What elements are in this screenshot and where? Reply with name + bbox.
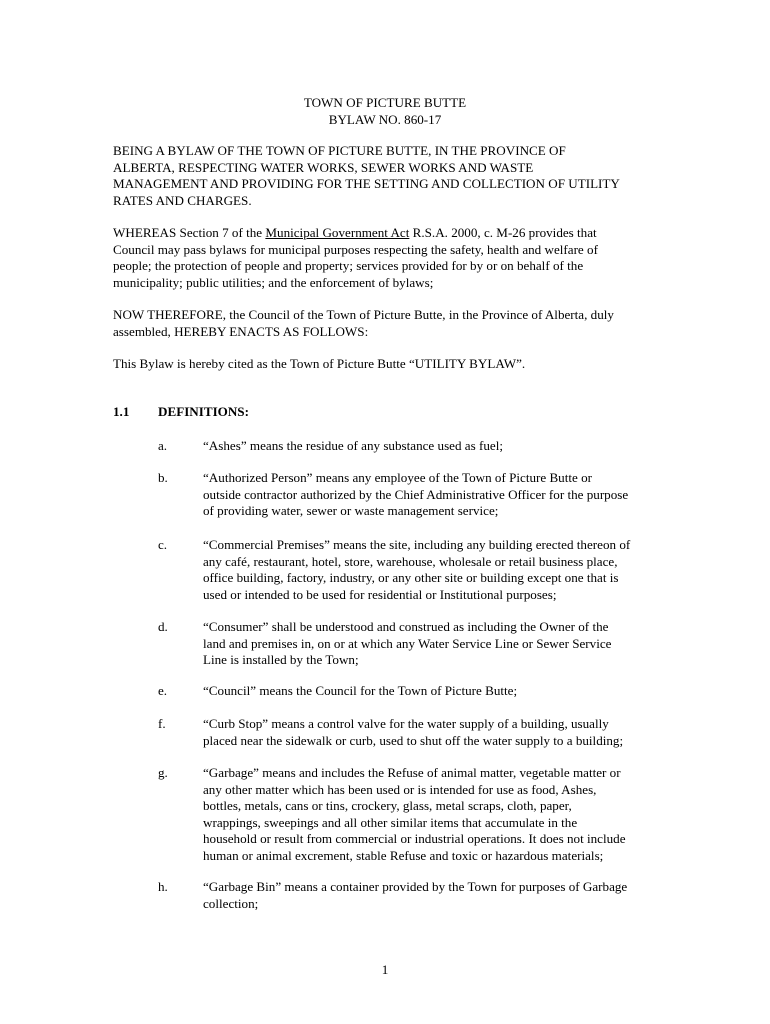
definition-text [203, 683, 658, 700]
definition-letter: h. [158, 879, 168, 894]
definition-line: placed near the sidewalk or curb, used to shut off the water supply to a building; [203, 732, 624, 748]
definition-line: “Council” means the Council for the Town of Picture Butte; [203, 683, 518, 698]
definition-line: “Garbage Bin” means a container provided by the Town for purposes of Garbage [203, 879, 628, 894]
definition-letter: b. [158, 470, 168, 485]
definition-letter: f. [158, 716, 166, 731]
preamble-line: MANAGEMENT AND PROVIDING FOR THE SETTING AND COLLECTION OF UTILITY [113, 176, 620, 192]
definition-line: outside contractor authorized by the Chief Administrative Officer for the purpose [203, 486, 629, 502]
definition-letter: g. [158, 765, 168, 780]
definition-text [203, 537, 658, 603]
page-number: 1 [381, 962, 389, 977]
definition-letter: a. [158, 438, 168, 453]
definition-line: “Authorized Person” means any employee of the Town of Picture Butte or [203, 470, 593, 485]
definition-line: “Curb Stop” means a control valve for the water supply of a building, usually [203, 716, 609, 731]
now-therefore-paragraph [113, 307, 657, 340]
now-therefore-line: assembled, HEREBY ENACTS AS FOLLOWS: [113, 323, 369, 339]
whereas-line [113, 225, 657, 242]
definition-line: office building, factory, industry, or any other site or building except one that is [203, 570, 619, 586]
section-title: DEFINITIONS: [158, 404, 249, 419]
definition-line: land and premises in, on or at which any Water Service Line or Sewer Service [203, 635, 612, 651]
whereas-line: municipality; public utilities; and the enforcement of bylaws; [113, 274, 434, 290]
title-town: TOWN OF PICTURE BUTTE [303, 95, 467, 110]
definition-line: “Consumer” shall be understood and construed as including the Owner of the [203, 619, 609, 634]
section-number: 1.1 [113, 404, 130, 419]
whereas-prefix: WHEREAS Section 7 of the [113, 225, 266, 240]
whereas-line1-rest: R.S.A. 2000, c. M-26 provides that [409, 225, 597, 240]
definition-line: “Commercial Premises” means the site, including any building erected thereon of [203, 537, 631, 552]
whereas-paragraph [113, 225, 657, 291]
definition-letter: e. [158, 683, 168, 698]
definition-line: “Garbage” means and includes the Refuse of animal matter, vegetable matter or [203, 765, 621, 780]
definition-line: human or animal excrement, stable Refuse and toxic or hazardous materials; [203, 847, 604, 863]
citation-line: This Bylaw is hereby cited as the Town of Picture Butte “UTILITY BYLAW”. [113, 356, 526, 371]
definition-letter: d. [158, 619, 168, 634]
definition-text [203, 470, 658, 520]
document-title [113, 95, 657, 128]
definition-line: used or intended to be used for residential or Institutional purposes; [203, 586, 557, 602]
definition-text [203, 619, 658, 669]
definition-text [203, 438, 658, 455]
definition-line: bottles, metals, cans or tins, crockery, glass, metal scraps, cloth, paper, [203, 798, 572, 814]
definition-text [203, 716, 658, 749]
definition-line: household or result from commercial or industrial operations. It does not include [203, 831, 626, 847]
title-bylaw-number: BYLAW NO. 860-17 [328, 111, 442, 127]
preamble-paragraph [113, 143, 657, 209]
preamble-line: RATES AND CHARGES. [113, 192, 252, 208]
whereas-line: people; the protection of people and property; services provided for by or on behalf of the [113, 258, 584, 274]
preamble-line: BEING A BYLAW OF THE TOWN OF PICTURE BUTTE, IN THE PROVINCE OF [113, 143, 566, 158]
definition-text [203, 879, 658, 912]
definition-line: any other matter which has been used or is intended for use as food, Ashes, [203, 781, 597, 797]
definition-letter: c. [158, 537, 168, 552]
now-therefore-line: NOW THEREFORE, the Council of the Town of Picture Butte, in the Province of Alberta, duly [113, 307, 614, 322]
whereas-line: Council may pass bylaws for municipal purposes respecting the safety, health and welfare of [113, 241, 598, 257]
definition-line: wrappings, sweepings and all other similar items that accumulate in the [203, 814, 578, 830]
definition-line: any café, restaurant, hotel, store, warehouse, wholesale or retail business place, [203, 553, 618, 569]
definition-line: of providing water, sewer or waste management service; [203, 503, 499, 519]
act-name: Municipal Government Act [265, 225, 410, 240]
preamble-line: ALBERTA, RESPECTING WATER WORKS, SEWER WORKS AND WASTE [113, 159, 534, 175]
citation-paragraph [113, 356, 657, 373]
definition-line: Line is installed by the Town; [203, 652, 359, 668]
definition-line: “Ashes” means the residue of any substance used as fuel; [203, 438, 503, 453]
definition-text [203, 765, 658, 865]
definition-line: collection; [203, 895, 259, 911]
